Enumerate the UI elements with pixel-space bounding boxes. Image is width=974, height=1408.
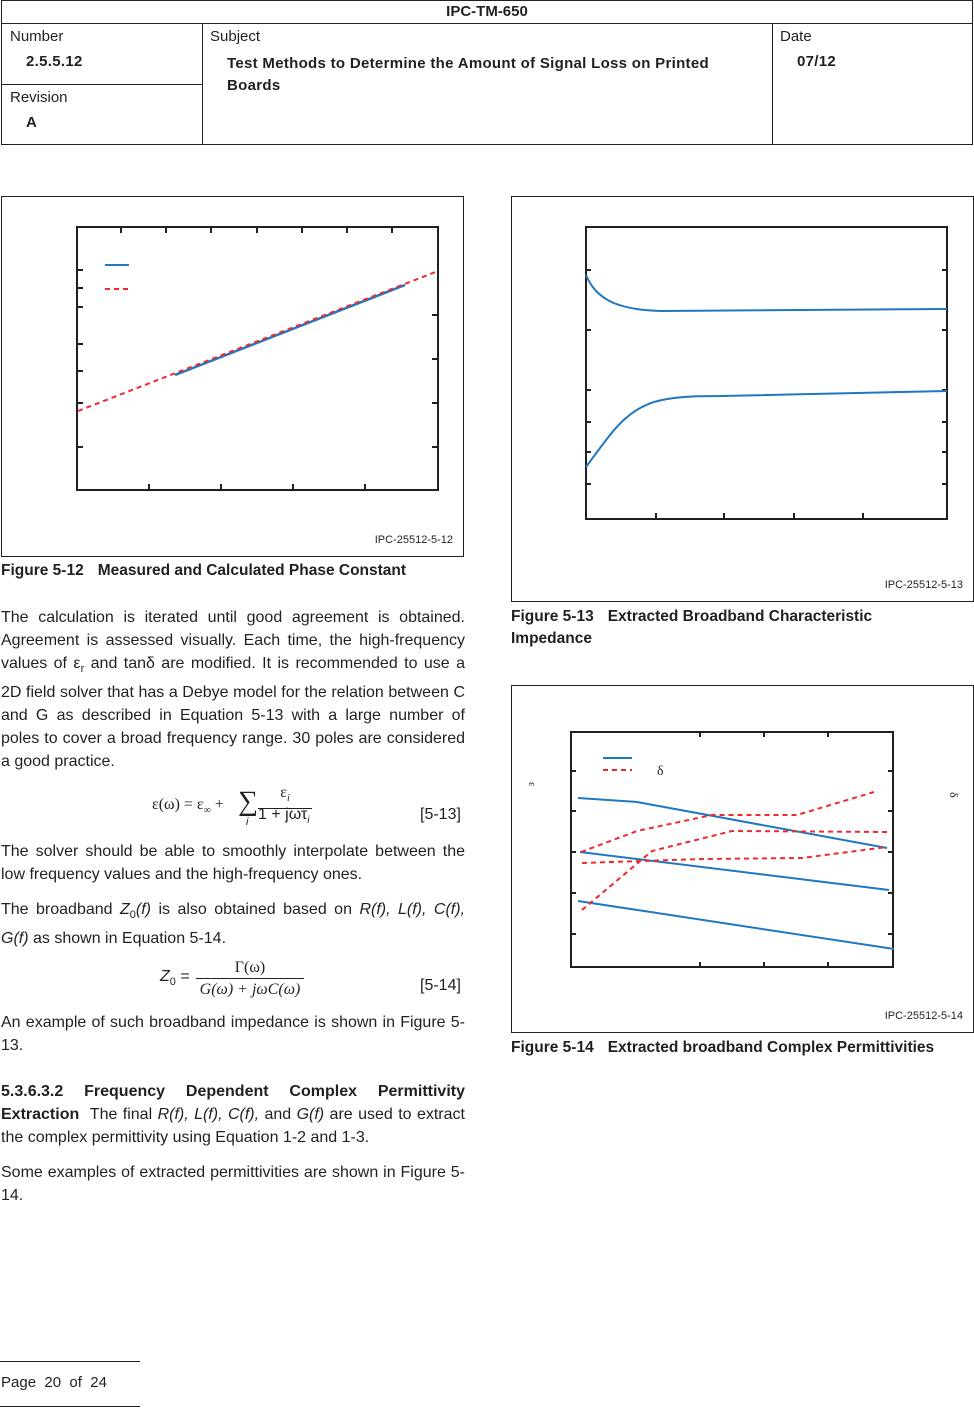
footer-rule-top bbox=[0, 1361, 140, 1362]
impedance-real-curve bbox=[586, 275, 947, 311]
subject-value: Test Methods to Determine the Amount of Signal Loss on Printed Boards bbox=[227, 55, 709, 94]
date-value: 07/12 bbox=[797, 53, 837, 70]
eq-num-sub: i bbox=[286, 793, 290, 805]
footer-rule-bottom bbox=[0, 1406, 140, 1407]
paragraph-broadband bbox=[1, 898, 465, 950]
measured-curve bbox=[175, 285, 405, 375]
figure-5-14 bbox=[511, 685, 974, 1033]
eq-lhs: Z bbox=[160, 968, 170, 985]
text: The final bbox=[79, 1106, 158, 1123]
permittivity-plot bbox=[512, 686, 974, 1034]
eq-den: 1 + jωτ bbox=[258, 806, 308, 823]
text: are used to extract the complex permittivity using Equation 1-2 and 1-3. bbox=[1, 1106, 465, 1146]
figure-5-12-caption bbox=[1, 560, 406, 582]
eq-den-sub: i bbox=[307, 815, 310, 827]
figure-id: IPC-25512-5-12 bbox=[374, 534, 453, 546]
sum-index: i bbox=[246, 816, 249, 828]
figure-title: Measured and Calculated Phase Constant bbox=[97, 562, 407, 579]
paragraph-example: An example of such broadband impedance is shown in Figure 5-13. bbox=[1, 1014, 465, 1054]
impedance-plot bbox=[512, 197, 974, 603]
revision-value: A bbox=[26, 114, 38, 131]
section-heading: 5.3.6.3.2 Frequency Dependent Complex Permittivity Extraction bbox=[1, 1083, 465, 1123]
number-value: 2.5.5.12 bbox=[26, 53, 83, 70]
text: G(f) bbox=[296, 1106, 325, 1123]
figure-title: Extracted broadband Complex Permittivities bbox=[607, 1039, 935, 1056]
text: is also obtained based on bbox=[151, 901, 360, 918]
legend-delta-label: δ bbox=[657, 764, 664, 779]
eq-den: G(ω) + jωC(ω) bbox=[199, 981, 301, 998]
epsilon-curve-1 bbox=[578, 798, 887, 848]
figure-5-13 bbox=[511, 196, 974, 602]
text: (f) bbox=[135, 901, 152, 918]
calculated-curve bbox=[78, 271, 438, 411]
text: as shown in Equation 5-14. bbox=[28, 930, 227, 948]
equation-5-13-tag: [5-13] bbox=[420, 806, 461, 823]
phase-constant-plot bbox=[2, 197, 465, 558]
date-label: Date bbox=[780, 28, 812, 45]
figure-5-12 bbox=[1, 196, 464, 557]
y-axis-right-label: δ bbox=[947, 792, 961, 798]
text: The broadband bbox=[1, 901, 120, 918]
eq-equals: = bbox=[175, 968, 190, 985]
page-number: Page 20 of 24 bbox=[1, 1374, 107, 1391]
number-label: Number bbox=[10, 28, 64, 45]
paragraph-examples: Some examples of extracted permittivities are shown in Figure 5-14. bbox=[1, 1164, 465, 1204]
impedance-imag-curve bbox=[586, 391, 947, 467]
figure-title: Extracted Broadband Characteristic Impedance bbox=[511, 608, 873, 647]
y-axis-left-label: ε bbox=[526, 782, 538, 787]
eq-lhs: ε(ω) = ε bbox=[152, 796, 204, 813]
epsilon-curve-2 bbox=[580, 852, 889, 890]
figure-id: IPC-25512-5-14 bbox=[884, 1010, 963, 1022]
text: and bbox=[259, 1106, 297, 1123]
eq-plus: + bbox=[210, 796, 224, 813]
figure-number: Figure 5-12 bbox=[1, 562, 84, 579]
sum-symbol: ∑ bbox=[238, 786, 258, 817]
equation-5-14-tag: [5-14] bbox=[420, 977, 461, 994]
figure-number: Figure 5-14 bbox=[511, 1039, 594, 1056]
figure-id: IPC-25512-5-13 bbox=[884, 579, 963, 591]
eq-inf: ∞ bbox=[203, 805, 211, 817]
eq-num: Γ(ω) bbox=[196, 958, 304, 979]
paragraph-solver: The solver should be able to smoothly interpolate between the low frequency values and the high-frequency ones. bbox=[1, 843, 465, 883]
eq-lhs-sub: 0 bbox=[169, 976, 176, 989]
eq-num: ε bbox=[280, 784, 287, 801]
text: and tanδ are modified. It is recommended to use a 2D field solver that has a Debye model for the relation between C and G as described in Equation 5-13 with a large number of poles to cover a broad frequency range. 30 poles are considered a good practice. bbox=[1, 655, 465, 771]
subject-cell bbox=[203, 24, 773, 144]
number-revision-cell bbox=[2, 24, 203, 144]
subject-label: Subject bbox=[210, 28, 261, 45]
text-sub: 0 bbox=[129, 909, 136, 922]
text: R(f), L(f), C(f), G(f) bbox=[1, 901, 465, 948]
delta-curve-3 bbox=[582, 847, 887, 863]
doc-title: IPC-TM-650 bbox=[2, 1, 972, 24]
text: The calculation is iterated until good agreement is obtained. Agreement is assessed visually. Each time, the high-frequency values of ε bbox=[1, 609, 465, 672]
figure-5-14-caption bbox=[511, 1037, 934, 1059]
text: Z bbox=[120, 901, 130, 918]
figure-5-13-caption bbox=[511, 606, 951, 650]
figure-number: Figure 5-13 bbox=[511, 608, 594, 625]
epsilon-curve-3 bbox=[578, 901, 894, 949]
text-sub: r bbox=[80, 663, 85, 676]
document-header bbox=[1, 0, 973, 145]
section-5-3-6-3-2 bbox=[1, 1080, 465, 1149]
paragraph-iteration bbox=[1, 606, 465, 773]
text: R(f), L(f), C(f), bbox=[157, 1106, 260, 1123]
revision-label: Revision bbox=[10, 89, 68, 106]
